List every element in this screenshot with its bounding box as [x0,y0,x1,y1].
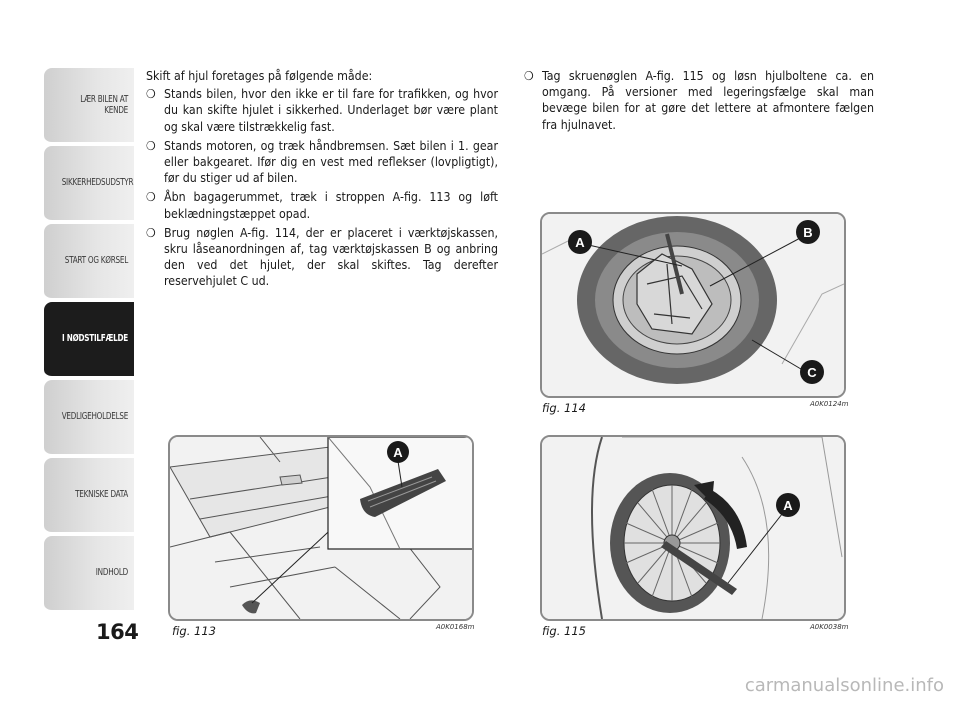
list-item [146,138,498,187]
callout-a-label: A [575,235,585,250]
bullet-circle-icon: ❍ [146,225,156,240]
step-text: Åbn bagagerummet, træk i stroppen A-fig. 113 og løft beklædningstæppet opad. [164,190,498,221]
tab-label: INDHOLD [95,567,128,579]
step-text: Stands motoren, og træk håndbremsen. Sæt bilen i 1. gear eller bakgearet. Ifør dig en vest med reflekser (lovpligtigt), før du stiger ud af bilen. [164,138,498,186]
tab-label: TEKNISKE DATA [75,489,128,501]
wheel-wrench-illustration [542,437,844,619]
figure-114-image [540,212,846,398]
tab-label: START OG KØRSEL [64,255,128,267]
tab-indhold[interactable] [44,536,134,612]
tab-vedligeholdelse[interactable] [44,380,134,456]
trunk-floor-illustration [170,437,472,619]
bullet-circle-icon: ❍ [146,87,156,102]
tab-laer-bilen-at-kende[interactable] [44,68,134,144]
tab-label: LÆR BILEN AT KENDE [80,93,128,116]
figure-115-code: A0K0038m [810,623,849,631]
list-item [146,225,498,290]
figure-115-caption: fig. 115 [542,624,586,638]
step-text: Tag skruenøglen A-fig. 115 og løsn hjulboltene ca. en omgang. På versioner med legeringsfælge skal man bevæge bilen for at gøre det lettere at afmontere fælgen fra hjulnavet. [542,69,874,132]
tab-label: I NØDSTILFÆLDE [62,333,128,345]
step-text: Brug nøglen A-fig. 114, der er placeret i værktøjskassen, skru låseanordningen af, tag værktøjskassen B og anbring den ved det hjulet, der skal skiftes. Tag derefter reservehjulet C ud. [164,225,498,289]
bullet-circle-icon: ❍ [146,138,156,153]
callout-a-label: A [783,498,793,513]
callout-a-label: A [393,445,403,460]
spare-wheel-illustration [542,214,844,396]
tab-label: SIKKERHEDSUDSTYR [61,177,134,189]
figure-115-image [540,435,846,621]
callout-c-label: C [807,365,817,380]
bullet-circle-icon: ❍ [524,69,534,83]
left-column [146,68,498,293]
page-number: 164 [96,620,139,644]
intro-text: Skift af hjul foretages på følgende måde: [146,69,373,83]
right-column [524,68,874,136]
figure-113-code: A0K0168m [436,623,475,631]
list-item [146,189,498,221]
tab-start-og-korsel[interactable] [44,224,134,300]
tab-label: VEDLIGEHOLDELSE [61,411,129,423]
list-item [524,68,874,133]
bullet-circle-icon: ❍ [146,190,156,205]
list-item [146,86,498,135]
figure-113-image [168,435,474,621]
tab-tekniske-data[interactable] [44,458,134,534]
tab-sikkerhedsudstyr[interactable] [44,146,134,222]
figure-114-code: A0K0124m [810,400,849,408]
watermark-text: carmanualsonline.info [744,675,944,696]
figure-114-caption: fig. 114 [542,401,586,415]
tab-i-nodstilfaelde[interactable] [44,302,134,378]
figure-113-caption: fig. 113 [172,624,216,638]
step-text: Stands bilen, hvor den ikke er til fare for trafikken, og hvor du kan skifte hjulet i sikkerhed. Underlaget bør være plant og skal være tilstrækkelig fast. [164,87,498,134]
callout-b-label: B [803,225,813,240]
